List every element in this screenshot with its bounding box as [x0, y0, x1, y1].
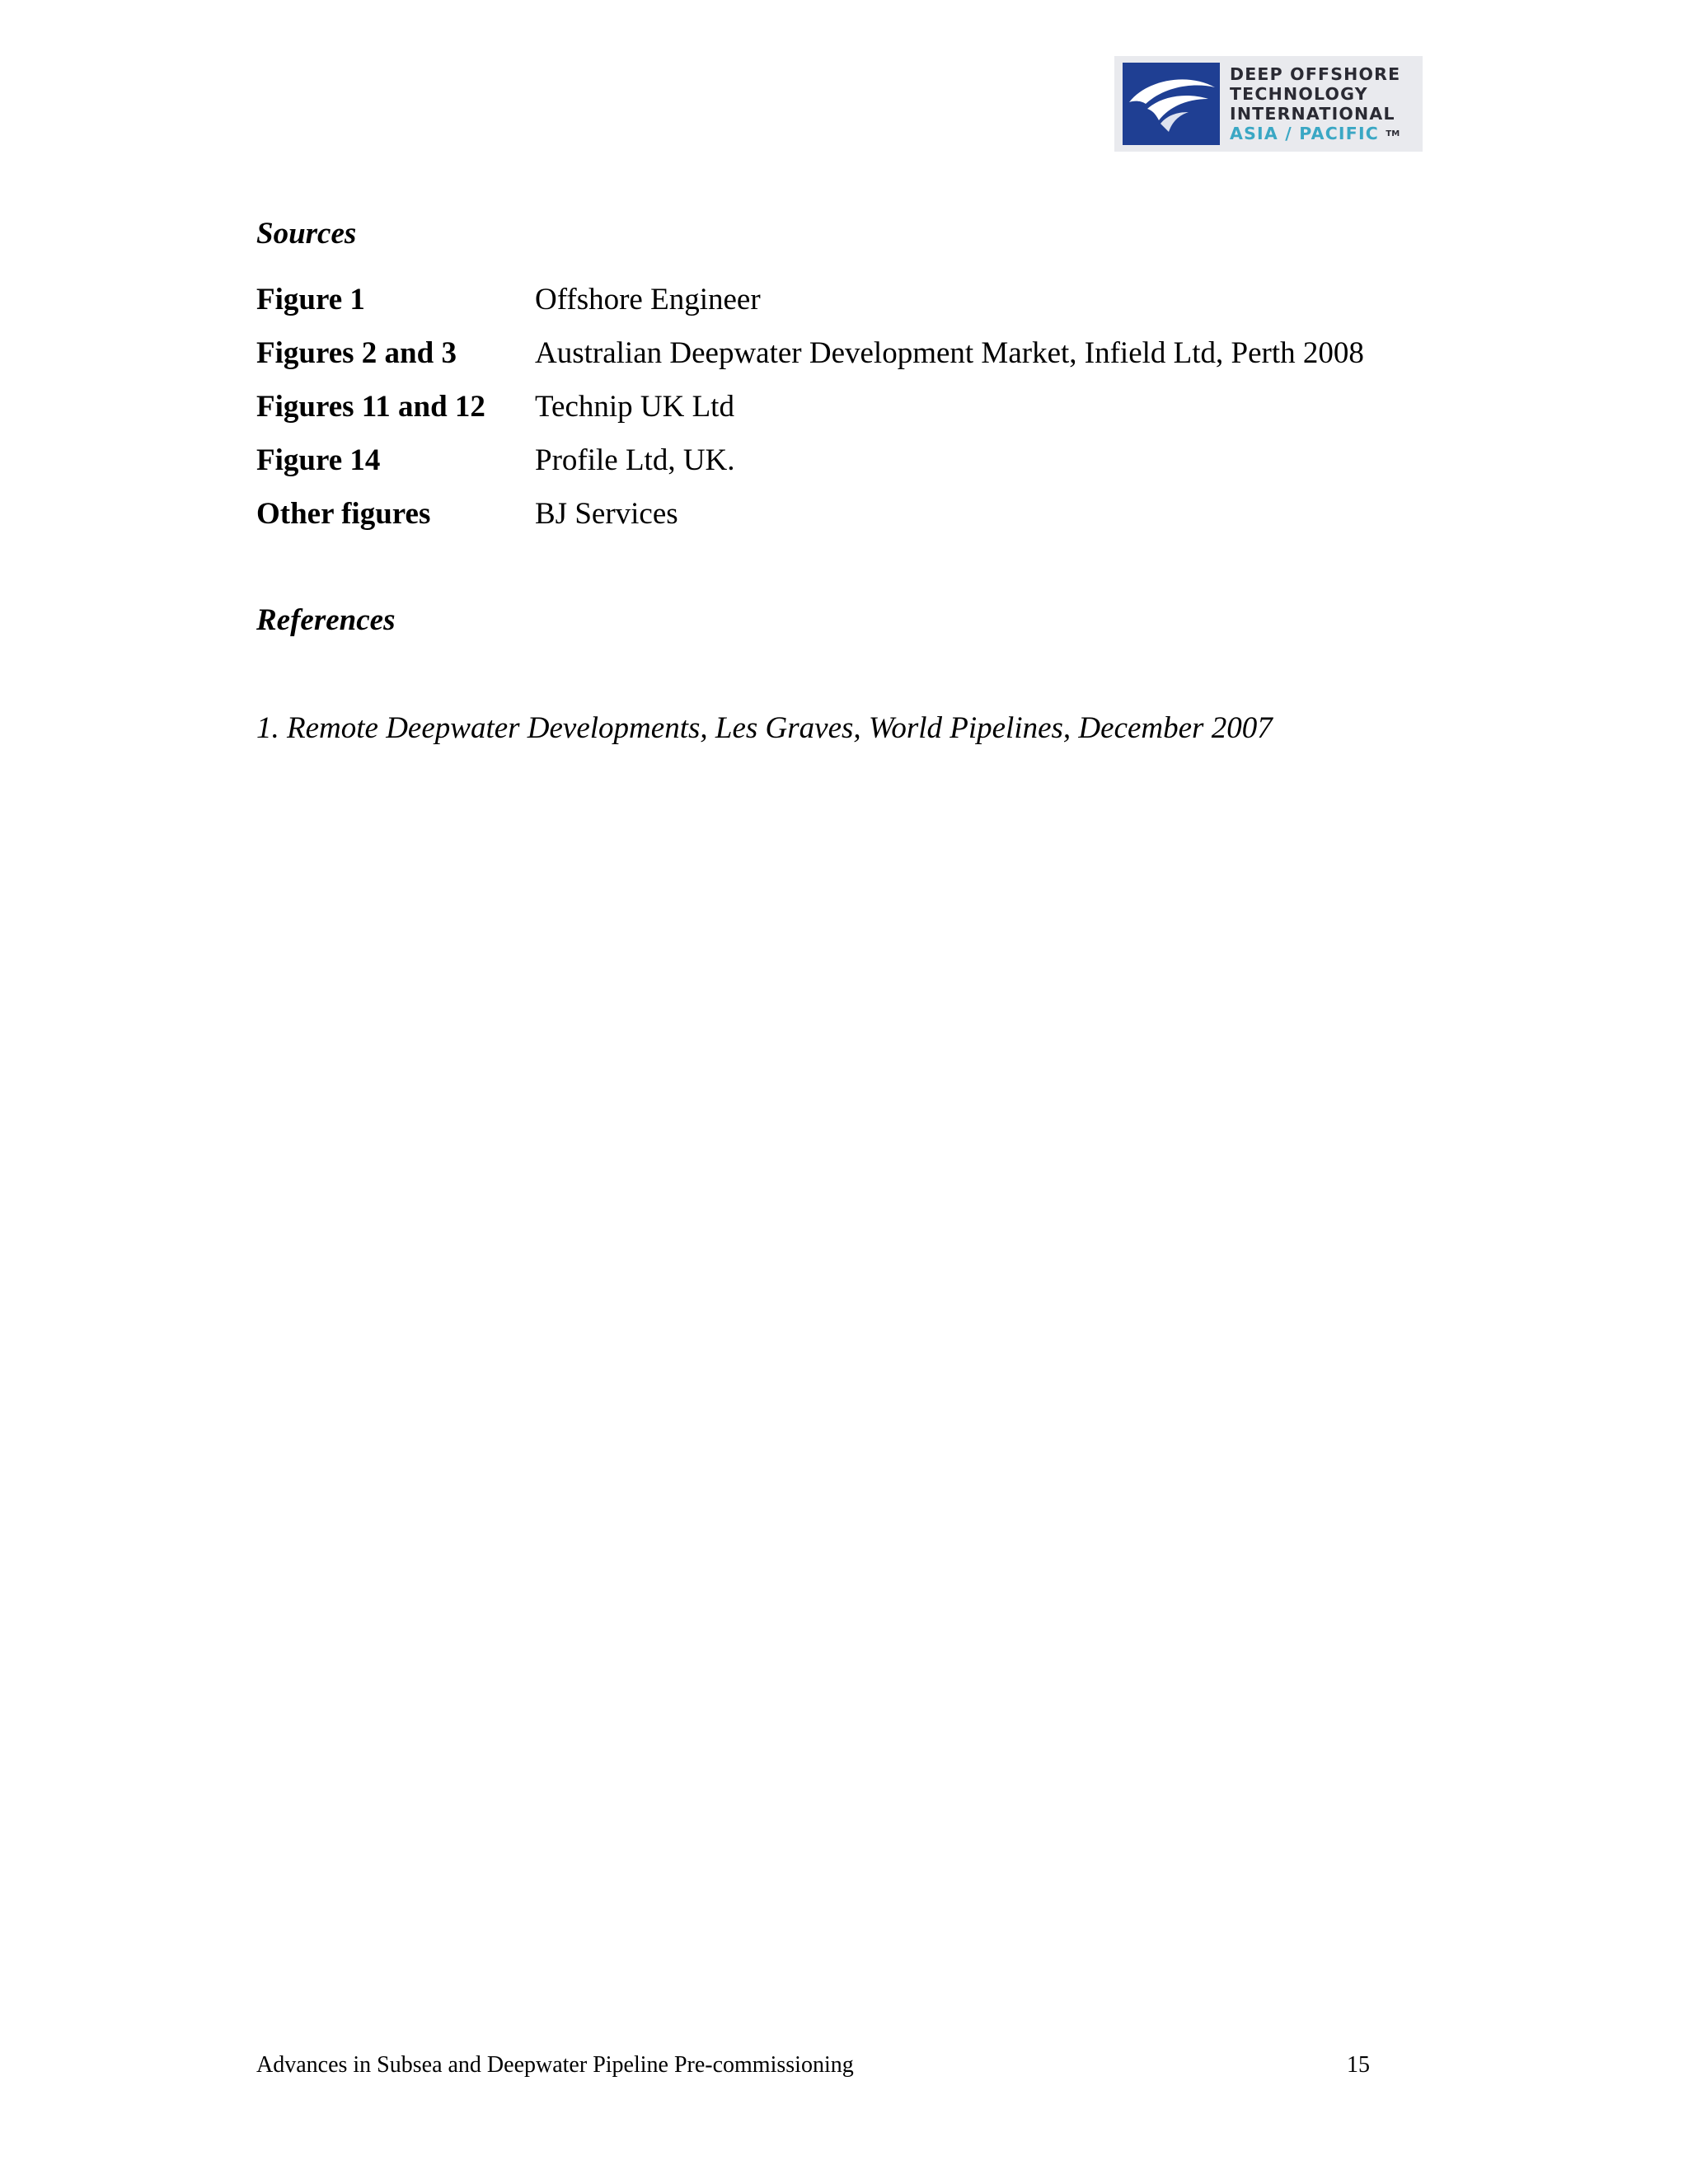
- page-number: 15: [1347, 2052, 1370, 2078]
- sources-row: [256, 496, 1364, 550]
- company-logo: [1114, 56, 1423, 152]
- sources-heading: Sources: [256, 217, 357, 251]
- trademark-mark: TM: [1386, 129, 1400, 138]
- logo-line-4: ASIA / PACIFIC: [1230, 123, 1380, 143]
- source-label: Figure 14: [256, 443, 381, 477]
- source-label: Figure 1: [256, 283, 365, 316]
- sources-row: [256, 389, 1364, 443]
- sources-row: [256, 335, 1364, 389]
- logo-line-2: TECHNOLOGY: [1230, 83, 1368, 104]
- source-value: Offshore Engineer: [535, 283, 761, 316]
- references-heading: References: [256, 603, 396, 637]
- source-value: BJ Services: [535, 497, 678, 531]
- footer-title: Advances in Subsea and Deepwater Pipeline Pre-commissioning: [256, 2052, 854, 2078]
- eagle-logo-icon: [1123, 63, 1220, 145]
- logo-line-1: DEEP OFFSHORE: [1230, 63, 1401, 84]
- source-label: Figures 11 and 12: [256, 390, 485, 424]
- sources-table: [256, 282, 1364, 550]
- sources-row: [256, 282, 1364, 335]
- logo-line-4-wrap: [1230, 124, 1400, 144]
- source-label: Figures 2 and 3: [256, 336, 457, 370]
- sources-row: [256, 443, 1364, 496]
- source-value: Australian Deepwater Development Market, Infield Ltd, Perth 2008: [535, 336, 1364, 370]
- reference-item: 1. Remote Deepwater Developments, Les Graves, World Pipelines, December 2007: [256, 711, 1273, 745]
- logo-wordmark: [1230, 64, 1400, 144]
- source-label: Other figures: [256, 497, 431, 531]
- logo-line-3: INTERNATIONAL: [1230, 103, 1395, 124]
- source-value: Profile Ltd, UK.: [535, 443, 735, 477]
- source-value: Technip UK Ltd: [535, 390, 734, 424]
